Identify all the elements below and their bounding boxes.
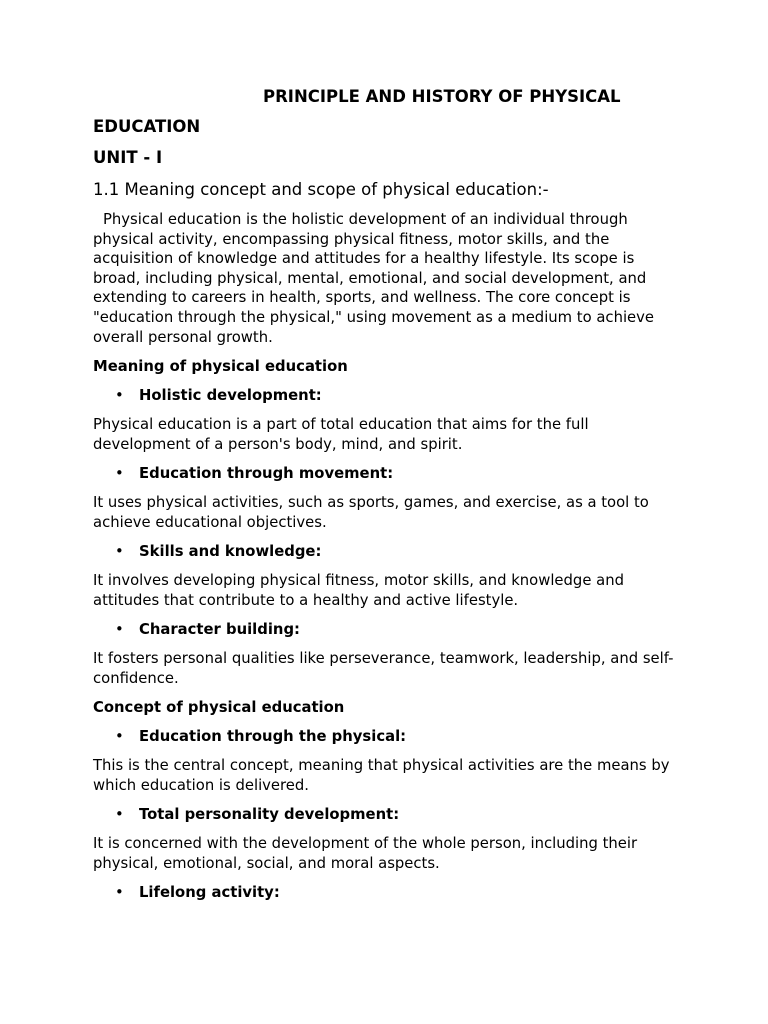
- bullet-lifelong-activity: • Lifelong activity:: [93, 883, 678, 903]
- bullet-education-through-movement: • Education through movement:: [93, 464, 678, 484]
- bullet-holistic-development: • Holistic development:: [93, 386, 678, 406]
- unit-heading: UNIT - I: [93, 148, 163, 167]
- document-title: [93, 86, 678, 138]
- section-heading: 1.1 Meaning concept and scope of physical education:-: [93, 180, 549, 199]
- paragraph-total-personality-development: It is concerned with the development of the whole person, including their physical, emotional, social, and moral aspects.: [93, 835, 638, 872]
- paragraph-skills-and-knowledge: It involves developing physical fitness, motor skills, and knowledge and attitudes that contribute to a healthy and active lifestyle.: [93, 572, 624, 609]
- bullet-skills-and-knowledge: • Skills and knowledge:: [93, 542, 678, 562]
- document-title-line1: PRINCIPLE AND HISTORY OF PHYSICAL: [263, 87, 621, 106]
- concept-heading: Concept of physical education: [93, 698, 345, 716]
- meaning-heading: Meaning of physical education: [93, 357, 348, 375]
- bullet-total-personality-development: • Total personality development:: [93, 805, 678, 825]
- intro-paragraph: Physical education is the holistic development of an individual through physical activity, encompassing physical fitness, motor skills, and the acquisition of knowledge and attitudes for a healthy lifestyle. Its scope is broad, including physical, mental, emotional, and social development, and extending to careers in health, sports, and wellness. The core concept is "education through the physical," using movement as a medium to achieve overall personal growth.: [93, 211, 655, 346]
- bullet-character-building: • Character building:: [93, 620, 678, 640]
- paragraph-holistic-development: Physical education is a part of total education that aims for the full development of a person's body, mind, and spirit.: [93, 416, 589, 453]
- paragraph-education-through-physical: This is the central concept, meaning that physical activities are the means by which education is delivered.: [93, 757, 670, 794]
- bullet-education-through-physical: • Education through the physical:: [93, 727, 678, 747]
- document-title-line2: EDUCATION: [93, 117, 201, 136]
- paragraph-education-through-movement: It uses physical activities, such as sports, games, and exercise, as a tool to achieve educational objectives.: [93, 494, 649, 531]
- paragraph-character-building: It fosters personal qualities like perseverance, teamwork, leadership, and self-confidence.: [93, 650, 674, 687]
